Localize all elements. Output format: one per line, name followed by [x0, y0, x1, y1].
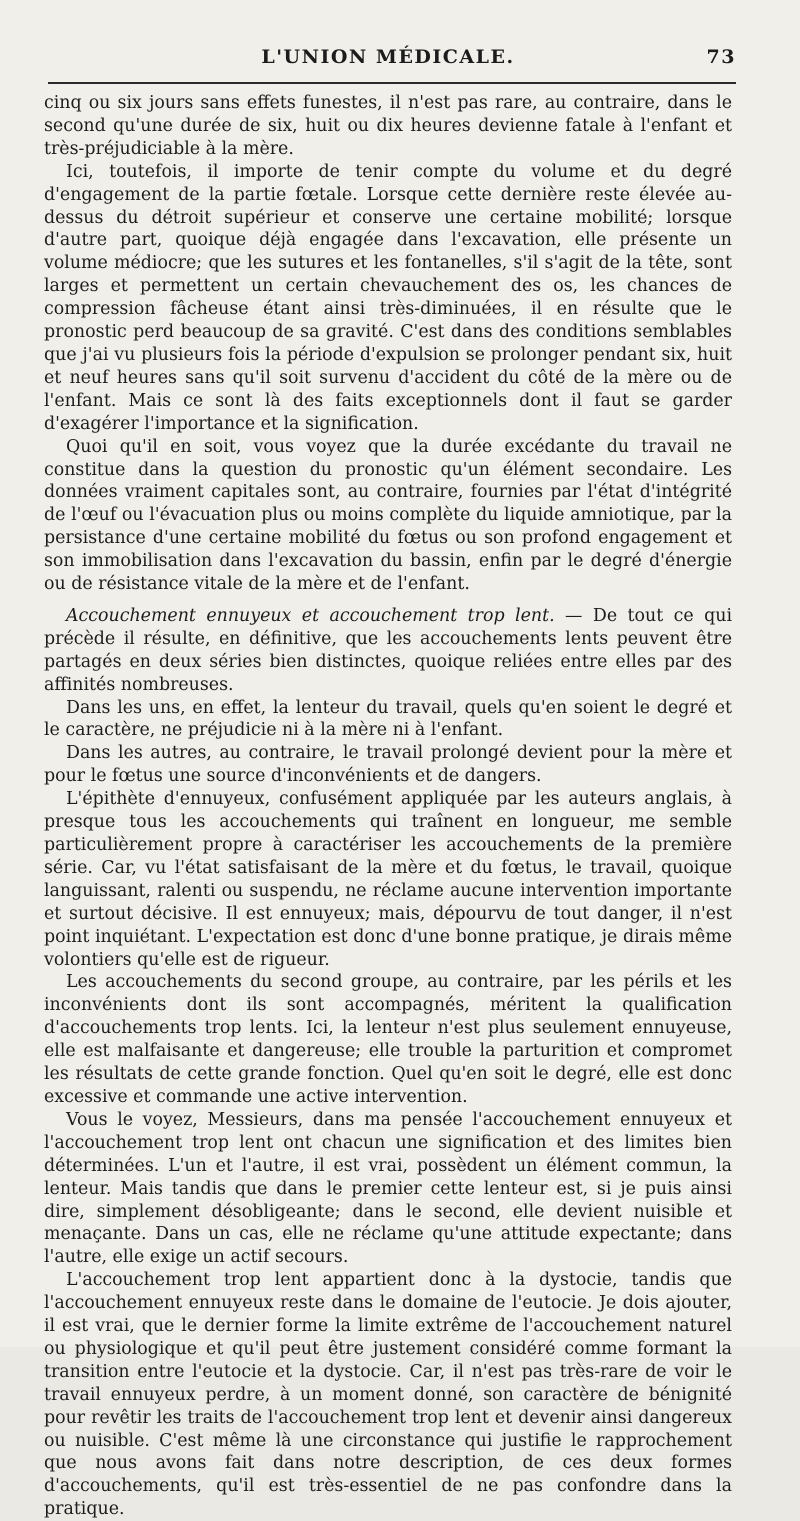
- paragraph: L'accouchement trop lent appartient donc à la dystocie, tandis que l'accouchement ennuyeux reste dans le domaine de l'eutocie. Je dois ajouter, il est vrai, que le dernier forme la limite extrême de l'accouchement naturel ou physiologique et qu'il peut être justement considéré comme formant la transition entre l'eutocie et la dystocie. Car, il n'est pas très-rare de voir le travail ennuyeux perdre, à un moment donné, son caractère de bénignité pour revêtir les traits de l'accouchement trop lent et devenir ainsi dangereux ou nuisible. C'est même là une circonstance qui justifie le rapprochement que nous avons fait dans notre description, de ces deux formes d'accouchements, qu'il est très-essentiel de ne pas confondre dans la pratique.: [44, 1270, 732, 1520]
- section-paragraph: [44, 605, 732, 697]
- paragraph: Vous le voyez, Messieurs, dans ma pensée l'accouchement ennuyeux et l'accouchement trop lent ont chacun une signification et des limites bien déterminées. L'un et l'autre, il est vrai, possèdent un élément commun, la lenteur. Mais tandis que dans le premier cette lenteur est, si je puis ainsi dire, simplement désobligeante; dans le second, elle devient nuisible et menaçante. Dans un cas, elle ne réclame qu'une attitude expectante; dans l'autre, elle exige un actif secours.: [44, 1109, 732, 1268]
- paragraph: Les accouchements du second groupe, au contraire, par les périls et les inconvénients dont ils sont accompagnés, méritent la qualification d'accouchements trop lents. Ici, la lenteur n'est plus seulement ennuyeuse, elle est malfaisante et dangereuse; elle trouble la parturition et compromet les résultats de cette grande fonction. Quel qu'en soit le degré, elle est donc excessive et commande une active intervention.: [44, 972, 732, 1107]
- paragraph: Dans les autres, au contraire, le travail prolongé devient pour la mère et pour le fœtus une source d'inconvénients et de dangers.: [44, 743, 732, 787]
- running-header: [44, 46, 736, 78]
- paragraph: cinq ou six jours sans effets funestes, il n'est pas rare, au contraire, dans le second qu'une durée de six, huit ou dix heures devienne fatale à l'enfant et très-préjudiciable à la mère.: [44, 93, 732, 159]
- journal-title: L'UNION MÉDICALE.: [261, 46, 515, 68]
- paragraph: Ici, toutefois, il importe de tenir compte du volume et du degré d'engagement de la partie fœtale. Lorsque cette dernière reste élevée au-dessus du détroit supérieur et conserve une certaine mobilité; lorsque d'autre part, quoique déjà engagée dans l'excavation, elle présente un volume médiocre; que les sutures et les fontanelles, s'il s'agit de la tête, sont larges et permettent un certain chevauchement des os, les chances de compression fâcheuse étant ainsi très-diminuées, il en résulte que le pronostic perd beaucoup de sa gravité. C'est dans des conditions semblables que j'ai vu plusieurs fois la période d'expulsion se prolonger pendant six, huit et neuf heures sans qu'il soit survenu d'accident du côté de la mère ou de l'enfant. Mais ce sont là des faits exceptionnels dont il faut se garder d'exagérer l'importance et la signification.: [44, 161, 732, 434]
- header-rule: [48, 82, 736, 84]
- paragraph: L'épithète d'ennuyeux, confusément appliquée par les auteurs anglais, à presque tous les accouchements qui traînent en longueur, me semble particulièrement propre à caractériser les accouchements de la première série. Car, vu l'état satisfaisant de la mère et du fœtus, le travail, quoique languissant, ralenti ou suspendu, ne réclame aucune intervention importante et surtout décisive. Il est ennuyeux; mais, dépourvu de tout danger, il n'est point inquiétant. L'expectation est donc d'une bonne pratique, je dirais même volontiers qu'elle est de rigueur.: [44, 789, 732, 970]
- section-text: — De tout ce qui précède il résulte, en définitive, que les accouchements lents peuvent être partagés en deux séries bien distinctes, quoique reliées entre elles par des affinités nombreuses.: [44, 605, 733, 695]
- section-heading: Accouchement ennuyeux et accouchement trop lent.: [66, 605, 555, 626]
- article-body: [44, 92, 732, 1521]
- page-number: 73: [706, 46, 736, 68]
- paragraph: Dans les uns, en effet, la lenteur du travail, quels qu'en soient le degré et le caractère, ne préjudicie ni à la mère ni à l'enfant.: [44, 697, 732, 741]
- paragraph: Quoi qu'il en soit, vous voyez que la durée excédante du travail ne constitue dans la question du pronostic qu'un élément secondaire. Les données vraiment capitales sont, au contraire, fournies par l'état d'intégrité de l'œuf ou l'évacuation plus ou moins complète du liquide amniotique, par la persistance d'une certaine mobilité du fœtus ou son profond engagement et son immobilisation dans l'excavation du bassin, enfin par le degré d'énergie ou de résistance vitale de la mère et de l'enfant.: [44, 436, 732, 595]
